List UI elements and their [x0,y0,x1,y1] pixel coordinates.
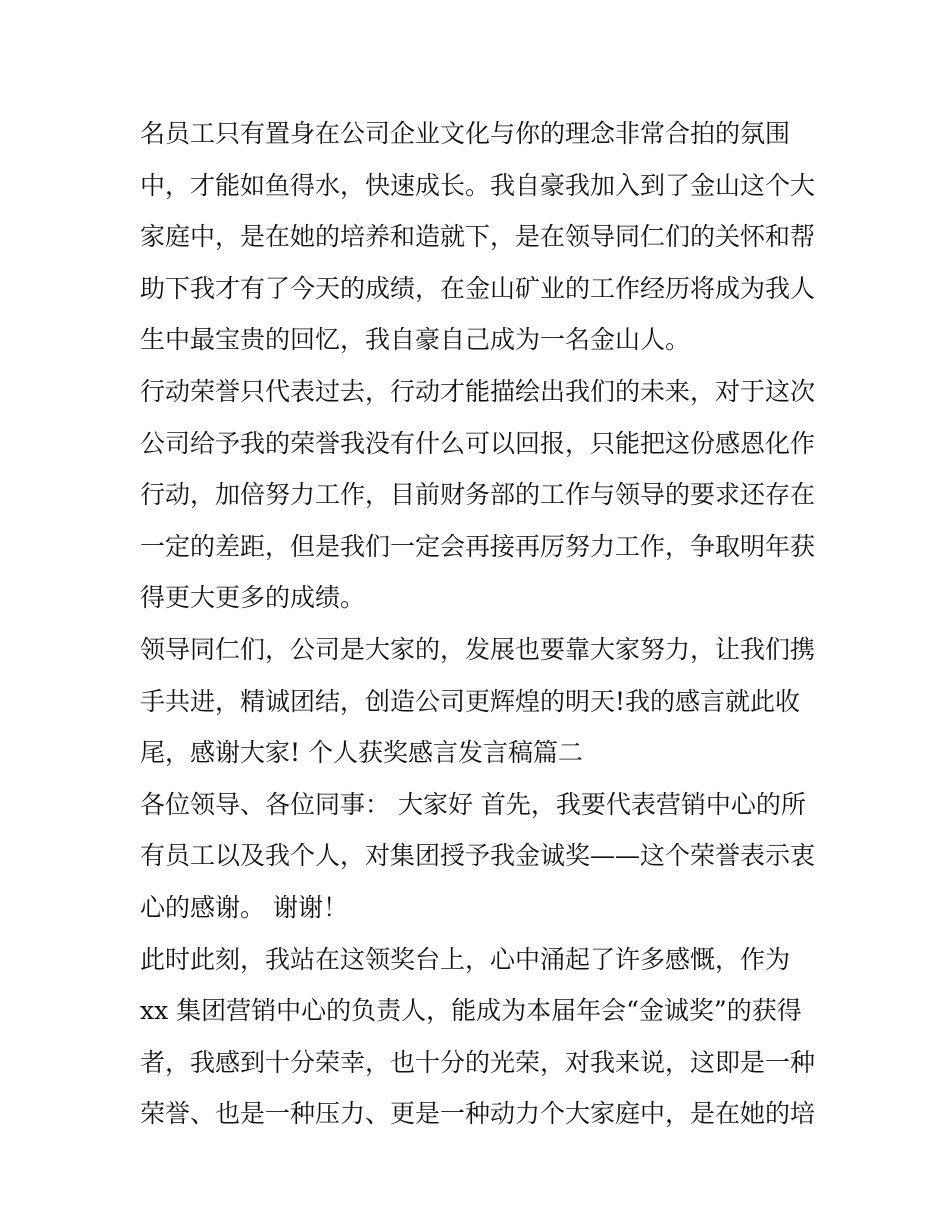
text-line: 公司给予我的荣誉我没有什么可以回报，只能把这份感恩化作 [140,428,816,458]
text-line: 此时此刻，我站在这领奖台上，心中涌起了许多感慨，作为 [140,944,791,974]
text-line: 得更大更多的成绩。 [140,583,366,613]
text-line: 行动，加倍努力工作，目前财务部的工作与领导的要求还存在 [140,480,816,510]
text-line: 心的感谢。 谢谢！ [140,892,348,922]
text-line: 荣誉、也是一种压力、更是一种动力个大家庭中，是在她的培 [140,1099,816,1129]
text-line: 各位领导、各位同事： 大家好 首先，我要代表营销中心的所 [140,789,806,819]
text-line: 助下我才有了今天的成绩，在金山矿业的工作经历将成为我人 [140,273,816,303]
text-line: 行动荣誉只代表过去，行动才能描绘出我们的未来，对于这次 [140,376,816,406]
text-line: 尾，感谢大家! 个人获奖感言发言稿篇二 [140,738,583,768]
text-line: 有员工以及我个人，对集团授予我金诚奖——这个荣誉表示衷 [140,841,816,871]
document-body [140,108,820,1140]
text-line: xx 集团营销中心的负责人，能成为本届年会“金诚奖”的获得 [140,996,802,1026]
text-line: 一定的差距，但是我们一定会再接再厉努力工作，争取明年获 [140,531,816,561]
text-line: 领导同仁们，公司是大家的，发展也要靠大家努力，让我们携 [140,634,816,664]
text-line: 手共进，精诚团结，创造公司更辉煌的明天!我的感言就此收 [140,686,801,716]
text-line: 名员工只有置身在公司企业文化与你的理念非常合拍的氛围 [140,119,791,148]
text-line: 家庭中，是在她的培养和造就下，是在领导同仁们的关怀和帮 [140,222,816,252]
text-line: 中，才能如鱼得水，快速成长。我自豪我加入到了金山这个大 [140,170,816,200]
text-line: 者，我感到十分荣幸，也十分的光荣，对我来说，这即是一种 [140,1047,816,1077]
text-line: 生中最宝贵的回忆，我自豪自己成为一名金山人。 [140,325,691,355]
